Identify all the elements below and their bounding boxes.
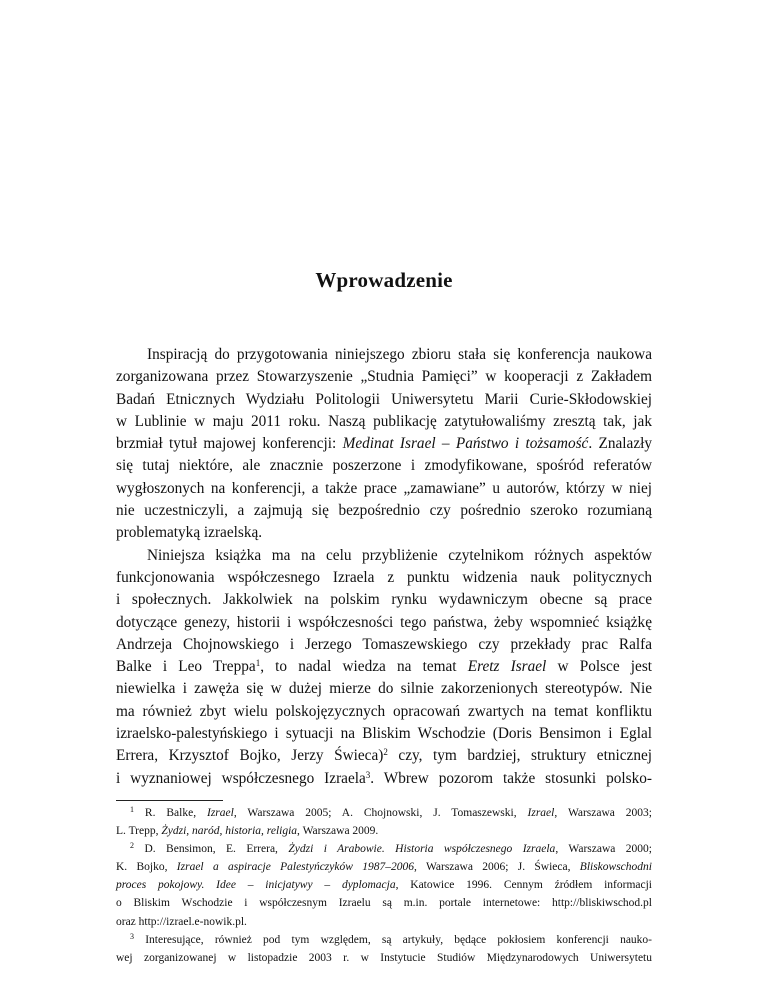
italic-title: Bliskowschodni (579, 861, 652, 874)
italic-title: Izrael a aspiracje Palestyńczyków 1987–2006 (176, 861, 414, 874)
italic-title: Żydzi i Arabowie. Historia współczesnego Izraela (288, 843, 556, 856)
italic-title: Izrael (527, 807, 555, 819)
text-line: się tutaj niektóre, ale znacznie poszerzone i zmodyfikowane, spośród referatów (116, 457, 652, 475)
footnote-ref-1[interactable]: 1 (255, 658, 261, 669)
main-text (116, 344, 652, 790)
footnote-1 (116, 804, 652, 840)
footnote-divider (116, 800, 223, 801)
text-line: niewielka i zawęża się w dużej mierze do silnie zakorzenionych stereotypów. Nie (116, 680, 652, 698)
footnote-3 (116, 931, 652, 967)
text-segment: . Znalazły (588, 435, 653, 453)
text-segment: Balke i Leo Treppa (116, 658, 256, 676)
text-line: dotyczące genezy, historii i współczesności tego państwa, żeby wspomnieć książkę (116, 613, 652, 631)
text-line (116, 656, 652, 678)
italic-title: Medinat Israel – Państwo i tożsamość (342, 435, 589, 453)
footnote-line: oraz http://izrael.e-nowik.pl. (116, 915, 247, 928)
text-line (116, 745, 652, 767)
text-line: i społecznych. Jakkolwiek na polskim rynku wydawniczym obecne są prace (116, 591, 652, 609)
text-line: Badań Etnicznych Wydziału Politologii Uniwersytetu Marii Curie-Skłodowskiej (116, 390, 652, 408)
text-segment: L. Trepp, (116, 825, 162, 838)
footnote-line (116, 876, 652, 894)
text-segment: i wyznaniowej współczesnego Izraela (116, 769, 366, 787)
text-segment: , Warszawa 2009. (297, 825, 379, 838)
text-line (116, 433, 652, 455)
text-segment: Interesujące, również pod tym względem, są artykuły, będące pokłosiem konferencji nauko- (145, 933, 652, 946)
text-segment: Errera, Krzysztof Bojko, Jerzy Świeca) (116, 747, 384, 765)
text-segment: , Warszawa 2005; A. Chojnowski, J. Tomaszewski, (233, 807, 528, 819)
footnote-line (116, 931, 652, 949)
footnote-line: o Bliskim Wschodzie i współczesnym Izraelu są m.in. portale internetowe: http://bliskiwschod.pl (116, 897, 652, 910)
italic-title: Izrael (207, 807, 234, 819)
text-line: nie uczestniczyli, a zajmują się bezpośrednio czy pośrednio szeroko rozumianą (116, 502, 652, 520)
text-line: wygłoszonych na konferencji, a także prace „zamawiane” u autorów, którzy w niej (116, 479, 652, 497)
italic-title: Żydzi, naród, historia, religia (161, 825, 298, 838)
italic-title: proces pokojowy. Idee – inicjatywy – dyplomacja (116, 879, 396, 892)
text-line: Inspiracją do przygotowania niniejszego zbioru stała się konferencja naukowa (147, 346, 652, 363)
footnote-line (116, 840, 652, 858)
italic-term: Eretz Israel (467, 658, 547, 676)
text-segment: K. Bojko, (116, 861, 177, 874)
footnote-line (116, 804, 652, 822)
footnote-ref-3[interactable]: 3 (365, 769, 371, 780)
text-segment: , to nadal wiedza na temat (260, 658, 457, 676)
text-line: Niniejsza książka ma na celu przybliżenie czytelnikom różnych aspektów (147, 546, 652, 564)
text-segment: brzmiał tytuł majowej konferencji: (116, 435, 337, 453)
text-line: w Lublinie w maju 2011 roku. Naszą publikację zatytułowaliśmy zresztą tak, jak (116, 412, 652, 430)
footnote-number: 2 (130, 841, 134, 851)
text-segment: w Polsce jest (557, 658, 653, 676)
paragraph-2 (116, 545, 652, 790)
text-line: problematyką izraelską. (116, 524, 263, 542)
text-line: zorganizowana przez Stowarzyszenie „Studnia Pamięci” w kooperacji z Zakładem (116, 368, 652, 386)
text-line: ma również zbyt wielu polskojęzycznych opracowań zwartych na temat konfliktu (116, 702, 652, 720)
paragraph-1 (116, 344, 652, 545)
text-line (116, 768, 652, 790)
footnote-line: wej zorganizowanej w listopadzie 2003 r. w Instytucie Studiów Międzynarodowych Uniwersytetu (116, 951, 652, 964)
text-segment: czy, tym bardziej, struktury etnicznej (387, 747, 653, 765)
text-segment: , Warszawa 2003; (554, 807, 653, 819)
footnote-ref-2[interactable]: 2 (383, 747, 388, 758)
text-segment: , Katowice 1996. Cennym źródłem informacji (395, 879, 652, 892)
footnote-line (116, 858, 652, 876)
text-line: Andrzeja Chojnowskiego i Jerzego Tomaszewskiego czy przekłady prac Ralfa (116, 635, 652, 653)
text-segment: . Wbrew pozorom także stosunki polsko- (370, 769, 652, 787)
text-line: funkcjonowania współczesnego Izraela z punktu widzenia nauk politycznych (116, 568, 652, 586)
text-segment: D. Bensimon, E. Errera, (144, 843, 289, 856)
page-title: Wprowadzenie (315, 268, 453, 292)
footnote-number: 1 (130, 805, 134, 814)
footnote-line (116, 822, 652, 840)
text-segment: R. Balke, (144, 807, 207, 819)
text-segment: , Warszawa 2006; J. Świeca, (413, 861, 580, 874)
text-line: izraelsko-palestyńskiego i sytuacji na Bliskim Wschodzie (Doris Bensimon i Eglal (116, 725, 652, 743)
text-segment: , Warszawa 2000; (555, 843, 652, 856)
footnote-2 (116, 840, 652, 930)
footnotes (116, 804, 652, 967)
footnote-number: 3 (130, 931, 134, 941)
